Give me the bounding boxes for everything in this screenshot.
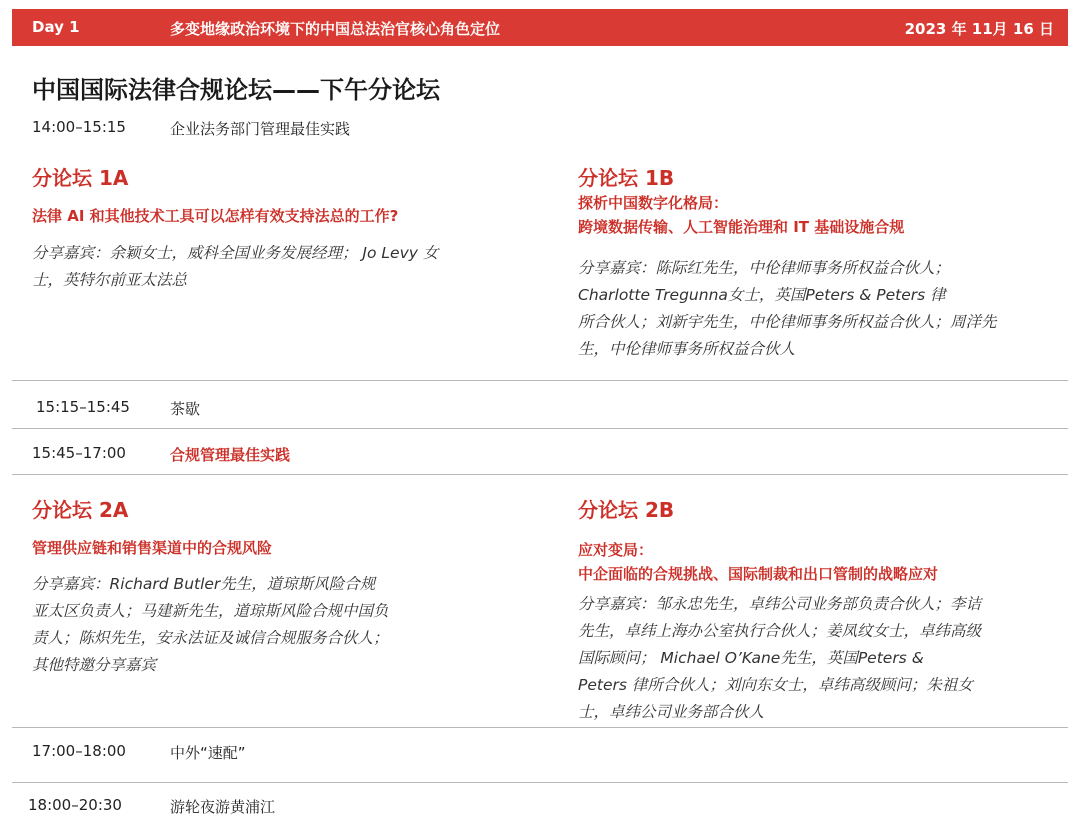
divider	[12, 474, 1068, 475]
speaker-line: 所合伙人；刘新宇先生，中伦律师事务所权益合伙人；周洋先	[578, 313, 997, 331]
forum-1b-speakers	[578, 255, 997, 363]
session-2-time: 15:15–15:45	[36, 398, 130, 416]
topic-line: 法律 AI 和其他技术工具可以怎样有效支持法总的工作?	[32, 207, 399, 225]
forum-2b-speakers	[578, 591, 981, 726]
forum-1b-topic	[578, 191, 904, 239]
forum-1b-name: 分论坛 1B	[578, 166, 675, 190]
session-3-time: 15:45–17:00	[32, 444, 126, 462]
header-bar	[12, 9, 1068, 46]
divider	[12, 428, 1068, 429]
forum-2b-topic	[578, 538, 938, 586]
speaker-line: 士，英特尔前亚太法总	[32, 271, 188, 289]
divider	[12, 727, 1068, 728]
forum-2a-speakers	[32, 571, 389, 679]
session-4-time: 17:00–18:00	[32, 742, 126, 760]
forum-1a-topic	[32, 204, 398, 228]
page-title: 中国国际法律合规论坛——下午分论坛	[32, 76, 440, 104]
speaker-line: 生，中伦律师事务所权益合伙人	[578, 340, 796, 358]
forum-1a-speakers	[32, 240, 438, 294]
session-5-title: 游轮夜游黄浦江	[170, 798, 276, 816]
session-3-title: 合规管理最佳实践	[170, 446, 291, 464]
session-1-title: 企业法务部门管理最佳实践	[170, 120, 351, 138]
session-4-title: 中外“速配”	[170, 744, 246, 762]
speaker-line: 责人；陈炽先生，安永法证及诚信合规服务合伙人；	[32, 629, 389, 647]
speaker-line: Charlotte Tregunna女士，英国Peters & Peters 律	[578, 286, 946, 304]
header-title: 多变地缘政治环境下的中国总法治官核心角色定位	[170, 20, 501, 38]
topic-line: 探析中国数字化格局：	[578, 194, 729, 212]
forum-2a-topic	[32, 536, 272, 560]
speaker-line: 先生，卓纬上海办公室执行合伙人；姜凤纹女士，卓纬高级	[578, 622, 982, 640]
forum-1a-name: 分论坛 1A	[32, 166, 129, 190]
speaker-line: 国际顾问； Michael O’Kane先生，英国Peters &	[578, 649, 924, 667]
divider	[12, 782, 1068, 783]
topic-line: 跨境数据传输、人工智能治理和 IT 基础设施合规	[578, 218, 905, 236]
session-5-time: 18:00–20:30	[28, 796, 122, 814]
session-2-title: 茶歇	[170, 400, 201, 418]
header-date: 2023 年 11月 16 日	[904, 20, 1054, 38]
topic-line: 中企面临的合规挑战、国际制裁和出口管制的战略应对	[578, 565, 939, 583]
day-label: Day 1	[32, 18, 80, 36]
speaker-line: 分享嘉宾：余颖女士，威科全国业务发展经理； Jo Levy 女	[32, 244, 439, 262]
forum-2a-name: 分论坛 2A	[32, 498, 129, 522]
speaker-line: 士，卓纬公司业务部合伙人	[578, 703, 765, 721]
topic-line: 应对变局：	[578, 541, 654, 559]
speaker-line: 亚太区负责人；马建新先生，道琼斯风险合规中国负	[32, 602, 389, 620]
topic-line: 管理供应链和销售渠道中的合规风险	[32, 539, 273, 557]
forum-2b-name: 分论坛 2B	[578, 498, 675, 522]
session-1-time: 14:00–15:15	[32, 118, 126, 136]
speaker-line: 分享嘉宾：陈际红先生，中伦律师事务所权益合伙人；	[578, 259, 951, 277]
speaker-line: 分享嘉宾：邹永忠先生，卓纬公司业务部负责合伙人；李诘	[578, 595, 982, 613]
speaker-line: Peters 律所合伙人；刘向东女士，卓纬高级顾问；朱祖女	[578, 676, 973, 694]
divider	[12, 380, 1068, 381]
speaker-line: 分享嘉宾：Richard Butler先生，道琼斯风险合规	[32, 575, 376, 593]
speaker-line: 其他特邀分享嘉宾	[32, 656, 157, 674]
